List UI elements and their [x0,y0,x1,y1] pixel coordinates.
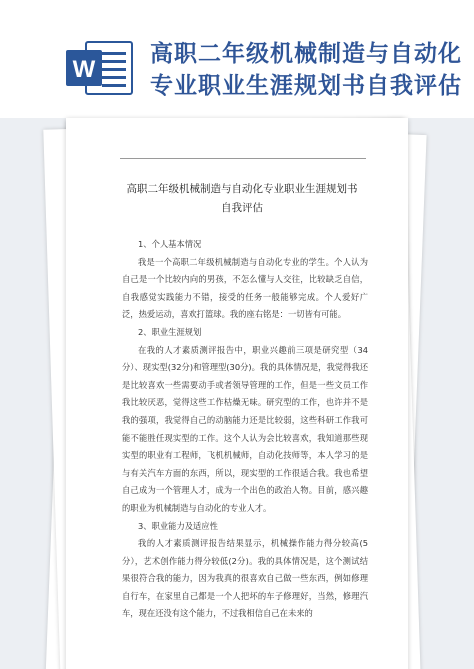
word-document-icon [64,38,136,98]
banner-title [150,38,470,102]
banner-title-line-2: 专业职业生涯规划书自我评估 [150,73,462,99]
section-heading: 3、职业能力及适应性 [138,520,218,531]
document-body [122,236,368,623]
title-banner [0,0,474,118]
section-paragraph: 在我的人才素质测评报告中，职业兴趣前三项是研究型（34分）、现实型(32分)和管理型(30分)。我的具体情况是，我觉得我还是比较喜欢一些需要动手或者领导管理的工作，但是一些文员工作我比较厌恶，觉得这些工作枯燥无味。研究型的工作，也许并不是我的强项，我觉得自己的动脑能力还是比较弱，这些科研工作我可能不能胜任现实型的工作。这个人认为会比较喜欢，我知道那些现实型的职业有工程师，飞机机械师，自动化技师等，本人学习的是与有关汽车方面的东西，所以，现实型的工作很适合我。我也希望自己成为一个管理人才，成为一个出色的政治人物。目前，感兴趣的职业为机械制造与自动化的专业人才。 [122,344,368,513]
header-divider [120,158,366,159]
banner-title-line-1: 高职二年级机械制造与自动化 [150,41,462,67]
document-title: 高职二年级机械制造与自动化专业职业生涯规划书自我评估 [126,183,358,214]
section-heading: 2、职业生涯规划 [138,326,202,337]
svg-text:W: W [72,56,96,83]
section-heading: 1、个人基本情况 [138,239,202,249]
section-paragraph: 我的人才素质测评报告结果显示，机械操作能力得分较高(5分），艺术创作能力得分较低(2分)。我的具体情况是，这个测试结果很符合我的能力，因为我真的很喜欢自己做一些东西，例如修理自行车，在家里自己都是一个人把坏的车子修理好，当然，修理汽车，现在还没有这个能力，不过我相信自己在未来的 [122,538,368,619]
section-paragraph: 我是一个高职二年级机械制造与自动化专业的学生。个人认为自己是一个比较内向的男孩，不怎么懂与人交往，比较缺乏自信，自我感觉实践能力不错，接受的任务一般能够完成。个人爱好广泛，热爱运动，喜欢打篮球。我的座右铭是：一切皆有可能。 [122,256,368,320]
